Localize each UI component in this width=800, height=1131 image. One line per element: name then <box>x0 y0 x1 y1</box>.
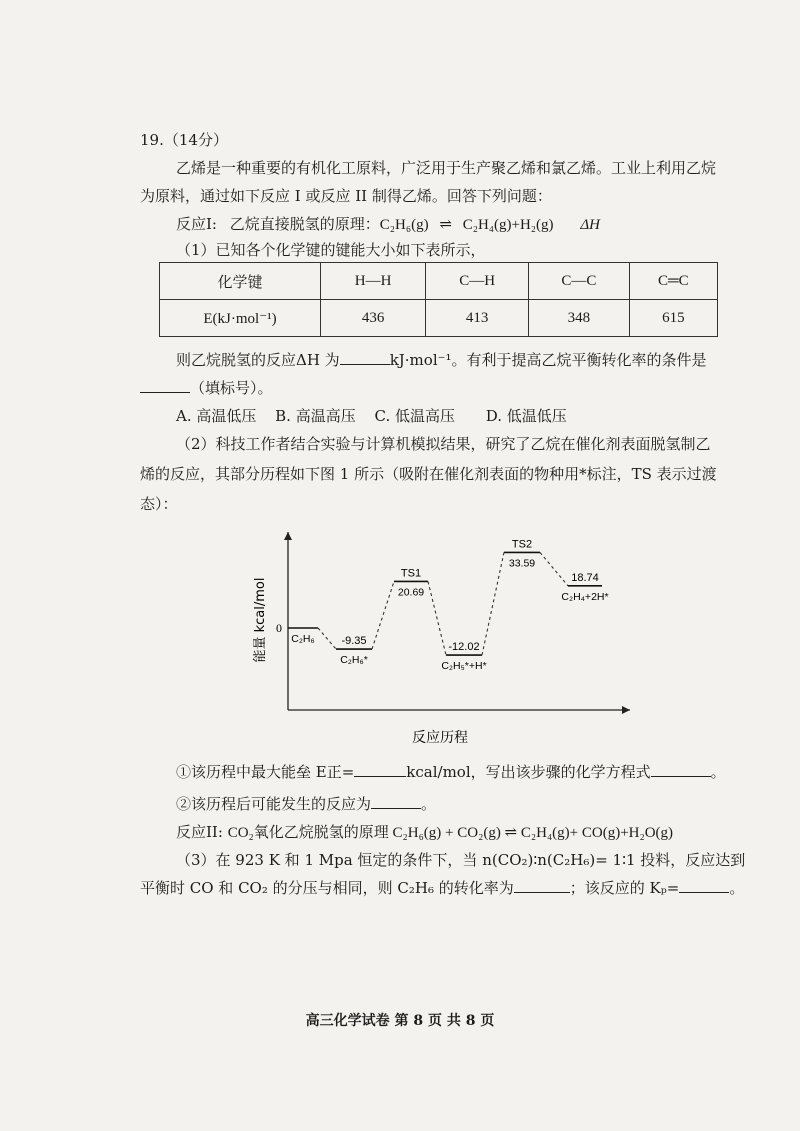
intro-line-2: 为原料，通过如下反应 I 或反应 II 制得乙烯。回答下列问题： <box>140 187 552 205</box>
answer-blank[interactable] <box>340 350 390 365</box>
reaction-2 <box>176 822 673 843</box>
y-tick-label: 0 <box>276 621 282 635</box>
part-1-q-b: （填标号）。 <box>190 379 273 397</box>
data-label: -9.35 <box>341 635 367 648</box>
equilibrium-arrow: ⇌ <box>439 217 452 233</box>
table-cell: H—H <box>321 263 426 300</box>
table-cell: C═C <box>629 263 717 300</box>
part-2-q1-a: ①该历程中最大能垒 E正= <box>176 763 355 781</box>
data-label: 18.74 <box>571 571 599 584</box>
part-3-line-1: （3）在 923 K 和 1 Mpa 恒定的条件下，当 n(CO₂)∶n(C₂H₆)= 1∶1 投料，反应达到 <box>176 851 746 869</box>
table-row-label: E(kJ·mol⁻¹) <box>160 300 321 337</box>
answer-blank[interactable] <box>651 762 711 777</box>
part-2-q1-end: 。 <box>710 763 726 781</box>
table-row <box>160 300 718 337</box>
y-axis-label: 能量 kcal/mol <box>253 577 268 663</box>
answer-blank[interactable] <box>371 794 421 809</box>
connector-line <box>540 552 568 585</box>
part-2-line-1: （2）科技工作者结合实验与计算机模拟结果，研究了乙烷在催化剂表面脱氢制乙 <box>176 435 711 453</box>
part-2-q2-a: ②该历程后可能发生的反应为 <box>176 795 372 813</box>
energy-profile-chart <box>230 520 640 750</box>
part-3-line-2 <box>140 878 744 898</box>
data-label: TS2 <box>511 538 533 551</box>
state-label: C₂H₆* <box>340 654 368 667</box>
question-score: （14分） <box>163 131 228 149</box>
part-1-q-unit: kJ·mol⁻¹。有利于提高乙烷平衡转化率的条件是 <box>389 351 707 369</box>
option-a: A. 高温低压 <box>176 407 257 425</box>
reaction-1 <box>176 214 600 235</box>
table-cell: 615 <box>629 300 717 337</box>
option-b: B. 高温高压 <box>275 407 356 425</box>
part-1-prompt: （1）已知各个化学键的键能大小如下表所示， <box>176 241 486 259</box>
part-3-q-end: 。 <box>729 879 745 897</box>
data-label: TS1 <box>400 567 422 580</box>
reaction-1-desc: 乙烷直接脱氢的原理： <box>229 215 380 233</box>
state-label: 20.69 <box>397 586 425 599</box>
question-header <box>140 130 228 150</box>
table-cell: 436 <box>321 300 426 337</box>
reaction-2-label: 反应II: <box>176 823 223 841</box>
answer-blank[interactable] <box>679 878 729 893</box>
table-cell: C—H <box>426 263 529 300</box>
reaction-1-rhs: C₂H₄(g)+H₂(g) <box>462 217 554 233</box>
state-label: C₂H₆ <box>291 633 315 645</box>
data-label: -12.02 <box>448 641 480 654</box>
bond-energy-table <box>159 262 718 337</box>
x-axis-arrow <box>622 706 630 714</box>
reaction-2-text: CO₂氧化乙烷脱氢的原理 C₂H₆(g) + CO₂(g) ⇌ C₂H₄(g)+ CO(g)+H₂O(g) <box>227 825 674 841</box>
intro-line-1: 乙烯是一种重要的有机化工原料，广泛用于生产聚乙烯和氯乙烯。工业上利用乙烷 <box>176 159 717 177</box>
y-axis-arrow <box>284 532 292 540</box>
part-1-question-2 <box>140 378 273 398</box>
part-1-q-a: 则乙烷脱氢的反应ΔH 为 <box>176 351 340 369</box>
part-3-q-a: 平衡时 CO 和 CO₂ 的分压与相同，则 C₂H₆ 的转化率为 <box>140 879 514 897</box>
question-number: 19. <box>140 131 164 149</box>
state-label: C₂H₄+2H* <box>561 590 609 603</box>
state-label: C₂H₅*+H* <box>441 660 487 673</box>
page-footer: 高三化学试卷 第 8 页 共 8 页 <box>305 1013 495 1029</box>
table-cell: 413 <box>426 300 529 337</box>
reaction-1-dh: ΔH <box>580 217 600 233</box>
part-2-q1-b: kcal/mol，写出该步骤的化学方程式 <box>406 763 651 781</box>
table-row <box>160 263 718 300</box>
part-3-q-b: ；该反应的 Kₚ= <box>569 879 680 897</box>
part-2-q2 <box>176 794 436 814</box>
part-2-q1 <box>176 762 726 782</box>
reaction-1-label: 反应I: <box>176 215 217 233</box>
option-d: D. 低温低压 <box>485 407 567 425</box>
connector-line <box>318 628 336 649</box>
part-2-line-3: 态）： <box>140 495 178 513</box>
connector-line <box>482 552 504 655</box>
connector-line <box>428 581 446 655</box>
x-axis-label: 反应历程 <box>412 730 468 746</box>
reaction-1-lhs: C₂H₆(g) <box>379 217 429 233</box>
option-c: C. 低温高压 <box>374 407 455 425</box>
options-row <box>176 406 567 426</box>
table-header-label: 化学键 <box>160 263 321 300</box>
connector-line <box>372 581 394 649</box>
part-2-q2-end: 。 <box>421 795 437 813</box>
answer-blank[interactable] <box>140 378 190 393</box>
answer-blank[interactable] <box>514 878 570 893</box>
answer-blank[interactable] <box>354 762 406 777</box>
part-2-line-2: 烯的反应，其部分历程如下图 1 所示（吸附在催化剂表面的物种用*标注，TS 表示过渡 <box>140 465 717 483</box>
table-cell: 348 <box>529 300 630 337</box>
part-1-question <box>176 350 707 370</box>
table-cell: C—C <box>529 263 630 300</box>
state-label: 33.59 <box>508 557 536 570</box>
